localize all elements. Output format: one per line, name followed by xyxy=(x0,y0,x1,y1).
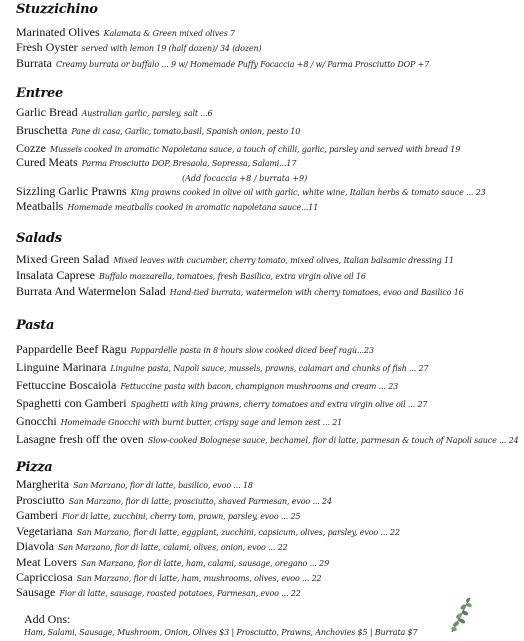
item-description: Creamy burrata or buffalo ... 9 w/ Homemade Puffy Focaccia +8 / w/ Parma Prosciutto DOP +7 xyxy=(55,60,430,69)
menu-item xyxy=(16,360,428,376)
item-name: Gamberi xyxy=(16,508,58,522)
item-description: Pane di casa, Garlic, tomato,basil, Spanish onion, pesto 10 xyxy=(71,127,301,136)
item-name: Prosciutto xyxy=(16,493,65,507)
menu-item xyxy=(16,414,342,430)
item-description: Linguine pasta, Napoli sauce, mussels, prawns, calamari and chunks of fish ... 27 xyxy=(110,364,429,373)
menu-item xyxy=(16,493,332,509)
menu-item xyxy=(16,284,464,300)
menu-item xyxy=(16,539,288,555)
item-name: Marinated Olives xyxy=(16,25,100,39)
item-name: Meat Lovers xyxy=(16,555,77,569)
section-heading-salads: Salads xyxy=(16,231,62,246)
menu-item xyxy=(16,524,400,540)
item-description: Fettuccine pasta with bacon, champignon mushrooms and cream ... 23 xyxy=(120,382,399,391)
item-description: Homemade meatballs cooked in aromatic napoletana sauce...11 xyxy=(67,203,319,212)
menu-item xyxy=(16,432,519,448)
item-name: Mixed Green Salad xyxy=(16,252,110,266)
item-name: Gnocchi xyxy=(16,414,57,428)
item-name: Lasagne fresh off the oven xyxy=(16,432,144,446)
item-name: Diavola xyxy=(16,539,54,553)
item-description: San Marzano, fior di latte, eggplant, zucchini, capsicum, olives, parsley, evoo ... 22 xyxy=(76,528,400,537)
section-heading-pizza: Pizza xyxy=(16,460,53,475)
menu-item xyxy=(16,199,318,215)
menu-item xyxy=(16,252,454,268)
item-name: Insalata Caprese xyxy=(16,268,95,282)
item-description: Homemade Gnocchi with burnt butter, crispy sage and lemon zest ... 21 xyxy=(60,418,343,427)
menu-item xyxy=(16,570,321,586)
item-description: San Marzano, fior di latte, basilico, evoo ... 18 xyxy=(73,481,253,490)
item-name: Spaghetti con Gamberi xyxy=(16,396,127,410)
section-heading-entree: Entree xyxy=(16,86,63,101)
item-description: Pappardelle pasta in 8 hours slow cooked diced beef ragù...23 xyxy=(130,346,374,355)
menu-item xyxy=(16,585,301,601)
item-name: Margherita xyxy=(16,477,70,491)
item-description: Australian garlic, parsley, salt ...6 xyxy=(81,109,213,118)
addons-text: Ham, Salami, Sausage, Mushroom, Onion, Olives $3 | Prosciutto, Prawns, Anchovies $5 | Burrata $7 xyxy=(24,628,418,637)
item-name: Linguine Marinara xyxy=(16,360,107,374)
item-name: Cozze xyxy=(16,141,46,155)
menu-item xyxy=(16,155,296,171)
item-name: Vegetariana xyxy=(16,524,73,538)
item-name: Meatballs xyxy=(16,199,64,213)
item-description: Fior di latte, sausage, roasted potatoes, Parmesan, evoo ... 22 xyxy=(59,589,301,598)
item-name: Burrata xyxy=(16,56,52,70)
item-name: Sizzling Garlic Prawns xyxy=(16,184,127,198)
item-name: Sausage xyxy=(16,585,56,599)
item-description: King prawns cooked in olive oil with garlic, white wine, Italian herbs & tomato sauce ... 23 xyxy=(130,188,486,197)
menu-item xyxy=(16,555,329,571)
menu-item xyxy=(16,342,374,358)
item-name: Fresh Oyster xyxy=(16,40,78,54)
item-name: Garlic Bread xyxy=(16,105,78,119)
addons-title: Add Ons: xyxy=(24,612,71,626)
item-description: Hand-tied burrata, watermelon with cherry tomatoes, evoo and Basilico 16 xyxy=(169,288,464,297)
item-description: Mixed leaves with cucumber, cherry tomato, mixed olives, Italian balsamic dressing 11 xyxy=(113,256,454,265)
menu-item xyxy=(16,378,398,394)
item-description: Slow-cooked Bolognese sauce, bechamel, fior di latte, parmesan & touch of Napoli sauce ... 24 xyxy=(147,436,519,445)
menu-item xyxy=(16,123,300,139)
item-description: San Marzano, fior di latte, ham, calami, sausage, oregano ... 29 xyxy=(80,559,330,568)
item-description: San Marzano, fior di latte, ham, mushrooms, olives, evoo ... 22 xyxy=(76,574,322,583)
section-heading-stuzzichino: Stuzzichino xyxy=(16,2,98,17)
item-description: San Marzano, fior di latte, prosciutto, shaved Parmesan, evoo ... 24 xyxy=(68,497,332,506)
item-description: served with lemon 19 (half dozen)/ 34 (dozen) xyxy=(81,44,262,53)
herb-sprig-icon xyxy=(446,594,476,634)
item-description: Kalamata & Green mixed olives 7 xyxy=(103,29,235,38)
item-description: Buffalo mozzarella, tomatoes, fresh Basilico, extra virgin olive oil 16 xyxy=(98,272,366,281)
menu-item xyxy=(16,184,486,200)
item-name: Bruschetta xyxy=(16,123,68,137)
item-name: Fettuccine Boscaiola xyxy=(16,378,117,392)
section-heading-pasta: Pasta xyxy=(16,318,55,333)
item-description: Fior di latte, zucchini, cherry tom, prawn, parsley, evoo ... 25 xyxy=(61,512,301,521)
menu-item xyxy=(16,268,366,284)
item-description: San Marzano, fior di latte, calami, olives, onion, evoo ... 22 xyxy=(58,543,288,552)
item-name: Burrata And Watermelon Salad xyxy=(16,284,166,298)
item-description: Parma Prosciutto DOP, Bresaola, Sopressa, Salami...17 xyxy=(81,159,297,168)
item-name: Cured Meats xyxy=(16,155,78,169)
item-description: Mussels cooked in aromatic Napoletana sauce, a touch of chilli, garlic, parsley and served with bread 19 xyxy=(49,145,461,154)
menu-item xyxy=(16,105,212,121)
menu-item xyxy=(16,508,300,524)
menu-item xyxy=(16,396,427,412)
item-note: (Add focaccia +8 / burrata +9) xyxy=(182,174,308,183)
item-description: Spaghetti with king prawns, cherry tomatoes and extra virgin olive oil ... 27 xyxy=(130,400,428,409)
item-name: Capricciosa xyxy=(16,570,73,584)
item-name: Pappardelle Beef Ragu xyxy=(16,342,127,356)
menu-item xyxy=(16,56,429,72)
menu-item xyxy=(16,477,253,493)
menu-item xyxy=(16,25,235,41)
